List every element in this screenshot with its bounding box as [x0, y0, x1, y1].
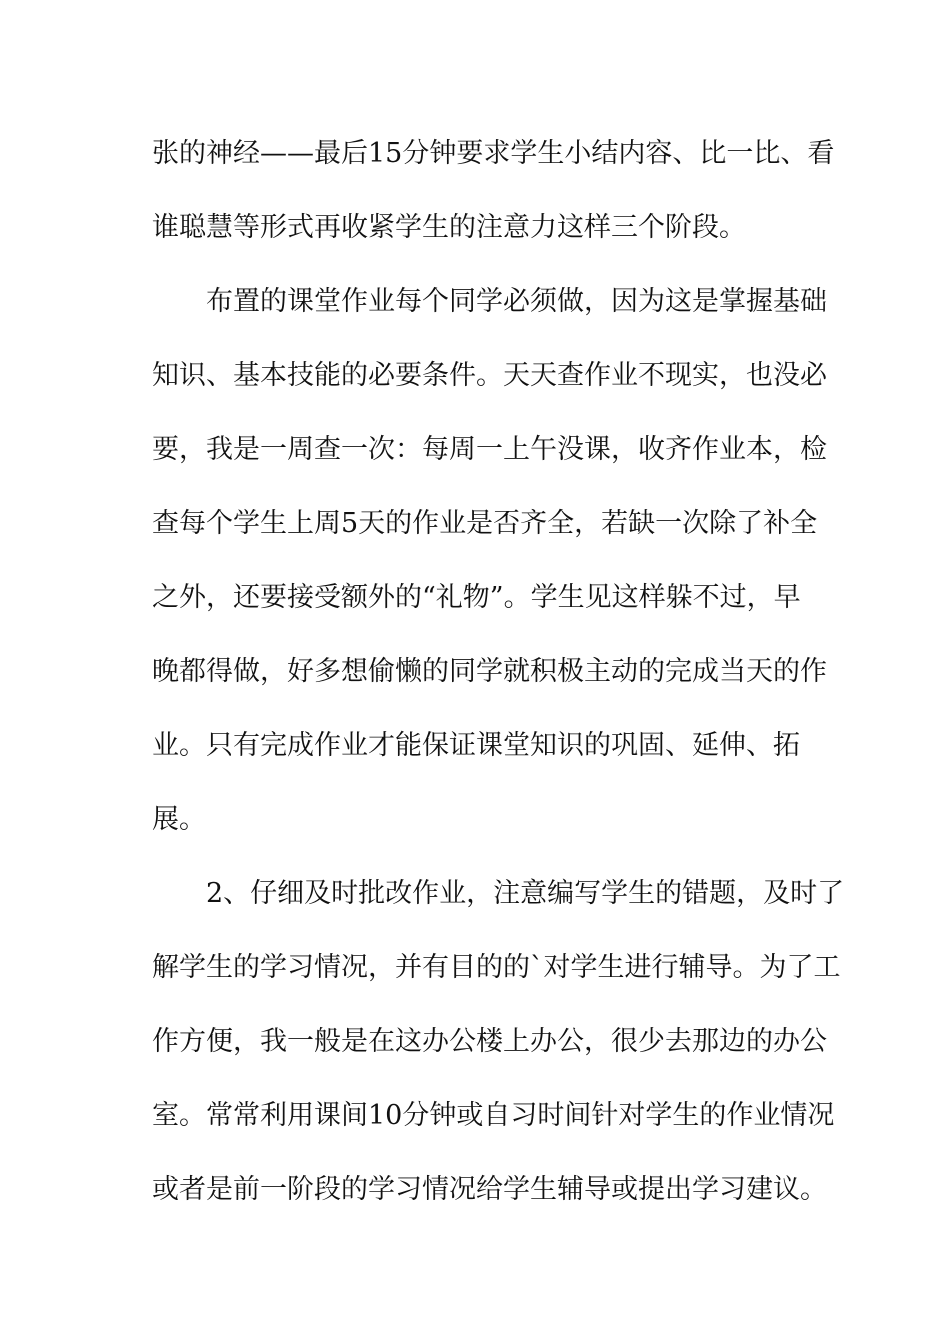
text-line: 业。只有完成作业才能保证课堂知识的巩固、延伸、拓	[152, 730, 800, 761]
text-line: 布置的课堂作业每个同学必须做，因为这是掌握基础	[206, 286, 827, 317]
text-line: 解学生的学习情况，并有目的的`对学生进行辅导。为了工	[152, 952, 841, 983]
text-line: 知识、基本技能的必要条件。天天查作业不现实，也没必	[152, 360, 827, 391]
text-line: 之外，还要接受额外的“礼物”。学生见这样躲不过，早	[152, 582, 801, 613]
text-line: 要，我是一周查一次：每周一上午没课，收齐作业本，检	[152, 434, 827, 465]
text-line: 展。	[152, 804, 206, 835]
text-line: 室。常常利用课间10分钟或自习时间针对学生的作业情况	[152, 1100, 835, 1131]
text-line: 晚都得做，好多想偷懒的同学就积极主动的完成当天的作	[152, 656, 827, 687]
text-line: 谁聪慧等形式再收紧学生的注意力这样三个阶段。	[152, 212, 746, 243]
text-line: 查每个学生上周5天的作业是否齐全，若缺一次除了补全	[152, 508, 818, 539]
text-line: 2、仔细及时批改作业，注意编写学生的错题，及时了	[206, 878, 845, 909]
text-line: 或者是前一阶段的学习情况给学生辅导或提出学习建议。	[152, 1174, 827, 1205]
text-line: 作方便，我一般是在这办公楼上办公，很少去那边的办公	[152, 1026, 827, 1057]
text-line: 张的神经——最后15分钟要求学生小结内容、比一比、看	[152, 138, 835, 169]
